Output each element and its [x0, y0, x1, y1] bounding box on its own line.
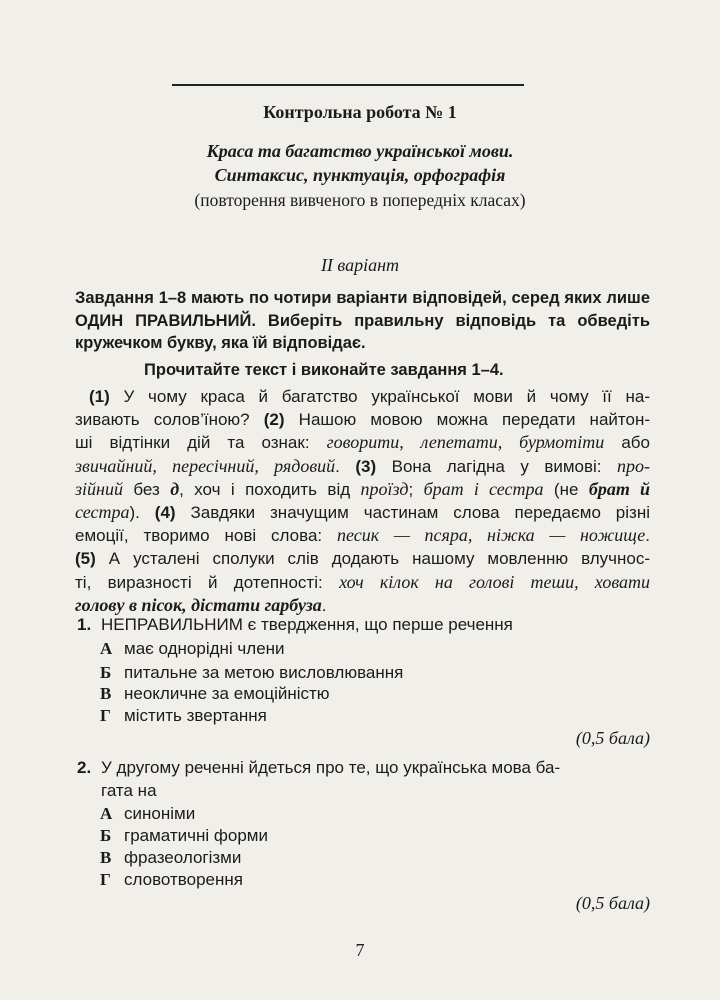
answer-option[interactable] — [100, 804, 195, 824]
option-text: неокличне за емоційністю — [124, 684, 330, 703]
instructions: Завдання 1–8 мають по чотири варіанти відповідей, серед яких лише ОДИН ПРАВИЛЬНИЙ. Виберіть правильну відповідь та обведіть кружечком букву, яка їй відповідає. — [75, 289, 650, 352]
option-text: синоніми — [124, 804, 196, 823]
option-text: фразеологізми — [124, 848, 242, 867]
option-letter: В — [100, 848, 112, 867]
text-line: сестра). (4) Завдяки значущим частинам слова передаємо різні — [75, 502, 651, 523]
question-number: 1. — [77, 615, 92, 634]
option-text: питальне за метою висловлювання — [124, 663, 404, 682]
option-letter: В — [100, 684, 112, 703]
test-title: Контрольна робота № 1 — [263, 102, 457, 122]
option-letter: Г — [100, 870, 111, 889]
text-line: зивають солов’їною? (2) Нашою мовою можна передати найтон- — [75, 410, 650, 430]
text-line: (1) У чому краса й багатство української мови й чому її на- — [89, 387, 650, 406]
topic-note: (повторення вивченого в попередніх класах) — [194, 190, 526, 210]
score-label: (0,5 бала) — [575, 728, 650, 748]
text-line: зійний без д, хоч і походить від проїзд; брат і сестра (не брат й — [75, 478, 651, 499]
topic-line-2: Синтаксис, пунктуація, орфографія — [214, 165, 506, 185]
option-letter: Г — [100, 706, 111, 725]
question-number: 2. — [77, 758, 92, 777]
question-text: НЕПРАВИЛЬНИМ є твердження, що перше речення — [101, 615, 513, 634]
option-letter: А — [100, 639, 113, 658]
text-line: (5) А усталені сполуки слів додають нашому мовленню влучнос- — [75, 549, 650, 569]
option-letter: Б — [100, 826, 112, 845]
answer-option[interactable] — [100, 848, 241, 868]
answer-option[interactable] — [100, 870, 243, 890]
score-label: (0,5 бала) — [575, 893, 650, 913]
text-line: емоції, творимо нові слова: песик — псяра, ніжка — ножище. — [75, 525, 650, 546]
header-rule — [172, 84, 524, 86]
question-text-continued: гата на — [101, 781, 157, 800]
option-text: граматичні форми — [124, 826, 268, 845]
text-line: звичайний, пересічний, рядовий. (3) Вона лагідна у вимові: про- — [75, 455, 650, 476]
option-text: має однорідні члени — [124, 639, 285, 658]
page-number: 7 — [355, 940, 365, 960]
option-letter: А — [100, 804, 113, 823]
option-text: містить звертання — [124, 706, 267, 725]
variant-label: II варіант — [320, 255, 400, 275]
option-text: словотворення — [124, 870, 243, 889]
question-1-stem — [77, 613, 650, 636]
text-line: ті, виразності й дотепності: хоч кілок на голові теши, ховати — [75, 571, 651, 592]
topic-line-1: Краса та багатство української мови. — [206, 141, 514, 161]
answer-option[interactable] — [100, 706, 267, 726]
answer-option[interactable] — [100, 663, 403, 683]
question-text: У другому реченні йдеться про те, що українська мова ба- — [101, 758, 561, 777]
reading-text — [75, 385, 650, 617]
read-prompt: Прочитайте текст і виконайте завдання 1–4. — [144, 361, 504, 379]
answer-option[interactable] — [100, 826, 268, 846]
option-letter: Б — [100, 663, 112, 682]
answer-option[interactable] — [100, 639, 285, 659]
text-line: ші відтінки дій та ознак: говорити, лепетати, бурмотіти або — [75, 432, 650, 453]
answer-option[interactable] — [100, 684, 330, 704]
text-line: голову в пісок, дістати гарбуза. — [75, 594, 327, 615]
question-2-stem — [77, 756, 650, 802]
